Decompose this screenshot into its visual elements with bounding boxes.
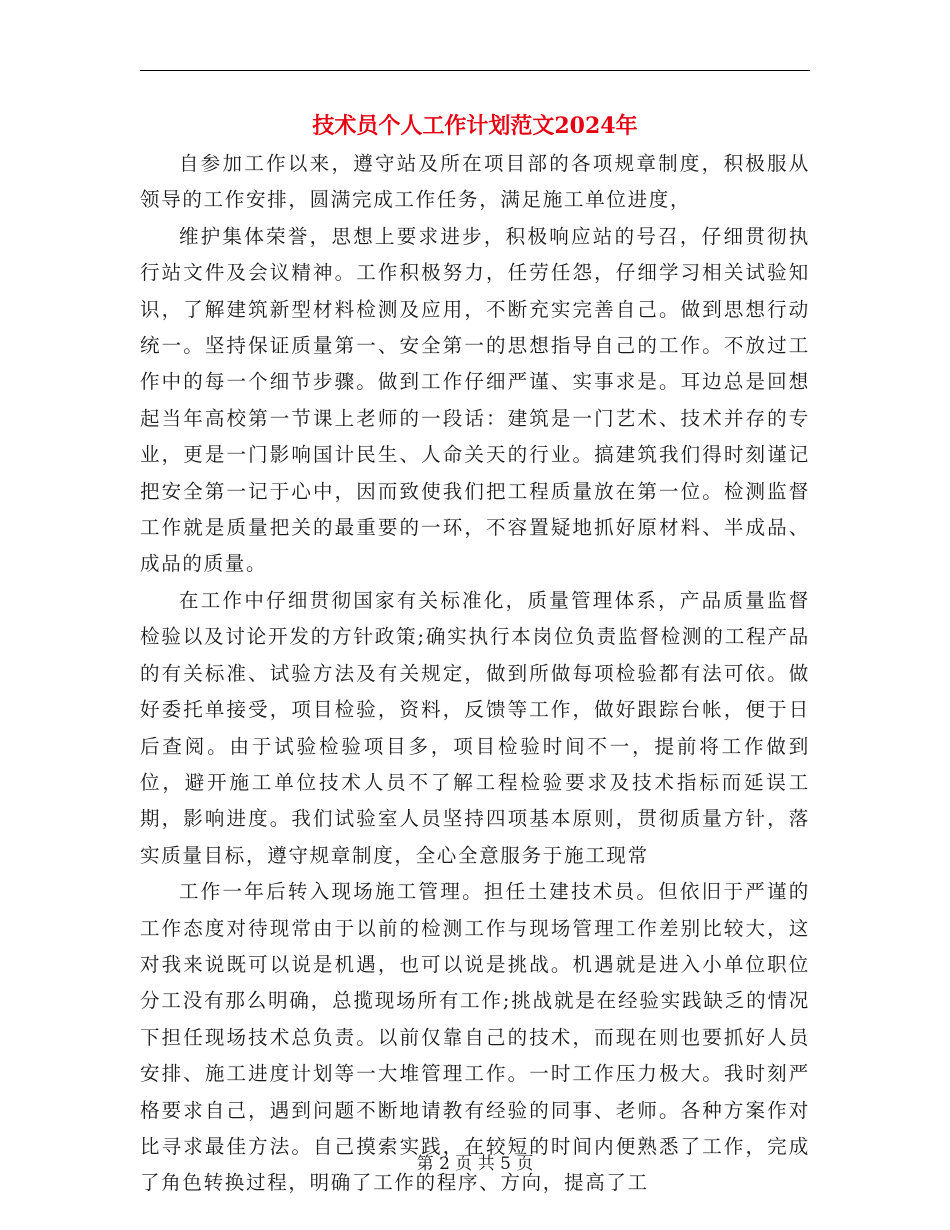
header-rule xyxy=(140,70,810,71)
paragraph: 维护集体荣誉，思想上要求进步，积极响应站的号召，仔细贯彻执行站文件及会议精神。工作积极努力，任劳任怨，仔细学习相关试验知识，了解建筑新型材料检测及应用，不断充实完善自己。做到思想行动统一。坚持保证质量第一、安全第一的思想指导自己的工作。不放过工作中的每一个细节步骤。做到工作仔细严谨、实事求是。耳边总是回想起当年高校第一节课上老师的一段话：建筑是一门艺术、技术并存的专业，更是一门影响国计民生、人命关天的行业。搞建筑我们得时刻谨记把安全第一记于心中，因而致使我们把工程质量放在第一位。检测监督工作就是质量把关的最重要的一环，不容置疑地抓好原材料、半成品、成品的质量。 xyxy=(140,224,810,576)
page-footer: 第 2 页 共 5 页 xyxy=(416,1154,534,1174)
document-title: 技术员个人工作计划范文2024年 xyxy=(312,113,638,139)
document-body xyxy=(140,146,810,1202)
paragraph: 自参加工作以来，遵守站及所在项目部的各项规章制度，积极服从领导的工作安排，圆满完成工作任务，满足施工单位进度， xyxy=(140,152,810,212)
paragraph: 在工作中仔细贯彻国家有关标准化，质量管理体系，产品质量监督检验以及讨论开发的方针政策;确实执行本岗位负责监督检测的工程产品的有关标准、试验方法及有关规定，做到所做每项检验都有法可依。做好委托单接受，项目检验，资料，反馈等工作，做好跟踪台帐，便于日后查阅。由于试验检验项目多，项目检验时间不一，提前将工作做到位，避开施工单位技术人员不了解工程检验要求及技术指标而延误工期，影响进度。我们试验室人员坚持四项基本原则，贯彻质量方针，落实质量目标，遵守规章制度，全心全意服务于施工现常 xyxy=(140,588,810,867)
paragraph: 工作一年后转入现场施工管理。担任土建技术员。但依旧于严谨的工作态度对待现常由于以前的检测工作与现场管理工作差别比较大，这对我来说既可以说是机遇，也可以说是挑战。机遇就是进入小单位职位分工没有那么明确，总揽现场所有工作;挑战就是在经验实践缺乏的情况下担任现场技术总负责。以前仅靠自己的技术，而现在则也要抓好人员安排、施工进度计划等一大堆管理工作。一时工作压力极大。我时刻严格要求自己，遇到问题不断地请教有经验的同事、老师。各种方案作对比寻求最佳方法。自己摸索实践，在较短的时间内便熟悉了工作，完成了角色转换过程，明确了工作的程序、方向，提高了工 xyxy=(140,880,810,1195)
